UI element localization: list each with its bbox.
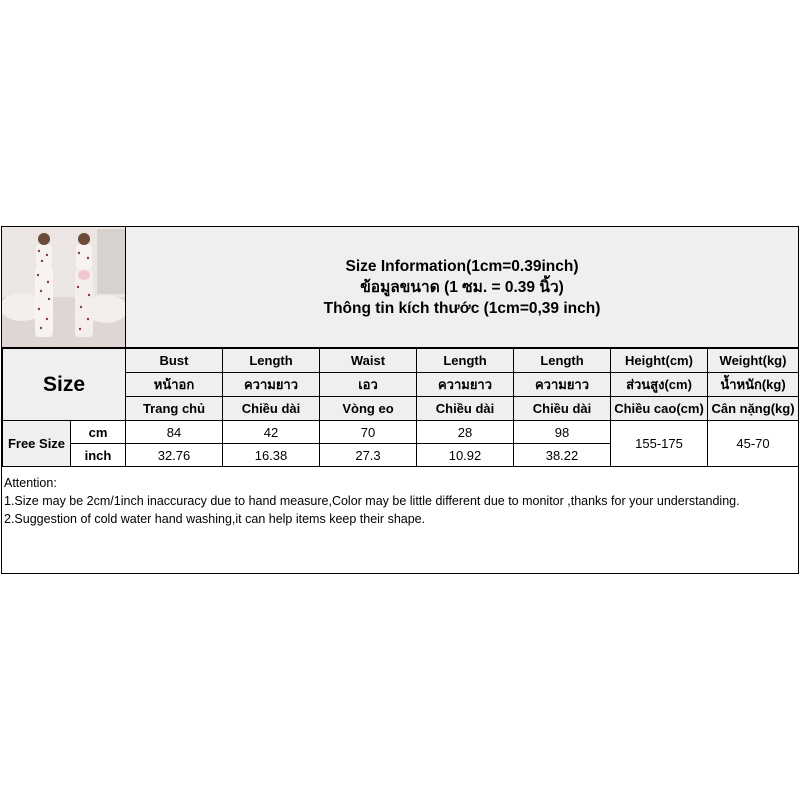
- cell-bust-inch: 32.76: [126, 444, 223, 467]
- title-thai: ข้อมูลขนาด (1 ซม. = 0.39 นิ้ว): [360, 278, 564, 296]
- cell-length3-cm: 98: [514, 421, 611, 444]
- product-photo: [2, 227, 126, 347]
- cell-length1-cm: 42: [223, 421, 320, 444]
- notes-heading: Attention:: [4, 476, 57, 490]
- col-bust-th: หน้าอก: [126, 373, 223, 397]
- size-info-title: [126, 227, 798, 347]
- col-height-en: Height(cm): [611, 349, 708, 373]
- cell-waist-inch: 27.3: [320, 444, 417, 467]
- cell-waist-cm: 70: [320, 421, 417, 444]
- size-table: [2, 348, 799, 467]
- notes-line-2: 2.Suggestion of cold water hand washing,it can help items keep their shape.: [4, 512, 426, 526]
- size-chart-header: [2, 227, 798, 348]
- col-waist-th: เอว: [320, 373, 417, 397]
- size-label: Size: [3, 349, 126, 421]
- size-chart-sheet: [1, 226, 799, 574]
- cell-length3-inch: 38.22: [514, 444, 611, 467]
- col-weight-vi: Cân nặng(kg): [708, 397, 799, 421]
- unit-cm: cm: [71, 421, 126, 444]
- col-waist-en: Waist: [320, 349, 417, 373]
- col-weight-en: Weight(kg): [708, 349, 799, 373]
- cell-height-range: 155-175: [611, 421, 708, 467]
- header-row-english: [3, 349, 799, 373]
- title-vietnamese: Thông tin kích thước (1cm=0,39 inch): [323, 299, 601, 317]
- col-length3-th: ความยาว: [514, 373, 611, 397]
- cell-bust-cm: 84: [126, 421, 223, 444]
- notes-line-1: 1.Size may be 2cm/1inch inaccuracy due to hand measure,Color may be little different due to monitor ,thanks for your understanding.: [4, 494, 740, 508]
- col-bust-vi: Trang chủ: [126, 397, 223, 421]
- col-length3-en: Length: [514, 349, 611, 373]
- col-bust-en: Bust: [126, 349, 223, 373]
- col-length1-th: ความยาว: [223, 373, 320, 397]
- col-length2-en: Length: [417, 349, 514, 373]
- cell-length2-cm: 28: [417, 421, 514, 444]
- product-photo-illustration: [2, 227, 125, 347]
- col-waist-vi: Vòng eo: [320, 397, 417, 421]
- col-length3-vi: Chiều dài: [514, 397, 611, 421]
- col-length2-th: ความยาว: [417, 373, 514, 397]
- col-weight-th: น้ำหนัก(kg): [708, 373, 799, 397]
- title-english: Size Information(1cm=0.39inch): [345, 257, 579, 275]
- cell-length1-inch: 16.38: [223, 444, 320, 467]
- col-height-th: ส่วนสูง(cm): [611, 373, 708, 397]
- cell-length2-inch: 10.92: [417, 444, 514, 467]
- cell-weight-range: 45-70: [708, 421, 799, 467]
- col-height-vi: Chiều cao(cm): [611, 397, 708, 421]
- col-length2-vi: Chiều dài: [417, 397, 514, 421]
- attention-notes: [4, 474, 740, 528]
- table-row-cm: [3, 421, 799, 444]
- col-length1-en: Length: [223, 349, 320, 373]
- col-length1-vi: Chiều dài: [223, 397, 320, 421]
- unit-inch: inch: [71, 444, 126, 467]
- free-size-label: Free Size: [3, 421, 71, 467]
